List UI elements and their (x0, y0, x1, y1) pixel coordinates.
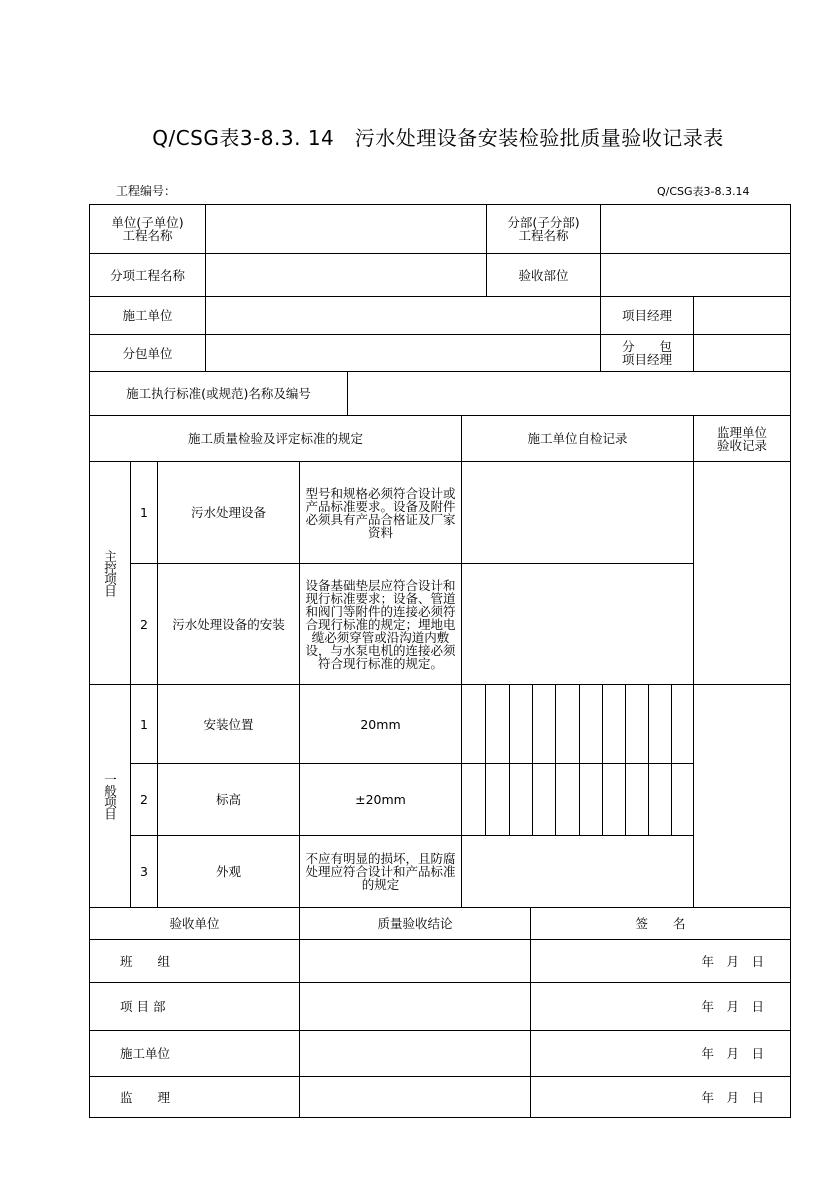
signoff-unit-text: 班 组 (120, 953, 171, 969)
signoff-unit (89, 939, 300, 983)
measurement-cell[interactable] (532, 763, 556, 836)
signoff-date[interactable] (530, 1030, 791, 1077)
item-name (157, 461, 300, 564)
item-number (130, 563, 158, 685)
measurement-cell[interactable] (625, 684, 649, 764)
item-requirement (299, 763, 462, 836)
signoff-header-unit (89, 907, 300, 940)
signoff-unit-text: 施工单位 (120, 1046, 171, 1061)
signoff-unit-text: 项 目 部 (120, 999, 166, 1014)
measurement-cell[interactable] (555, 763, 580, 836)
label-subcontract-unit (89, 334, 206, 372)
measurement-cell[interactable] (671, 763, 694, 836)
item-number (130, 835, 158, 908)
label-sub-project (486, 204, 601, 254)
project-number-label: 工程编号： (116, 184, 177, 198)
group-label-main-text: 主控项目 (102, 550, 118, 596)
column-header-spec (89, 415, 462, 462)
label-standard-text: 施工执行标准(或规范)名称及编号 (126, 386, 311, 401)
item-name (157, 563, 300, 685)
self-check-cell[interactable] (461, 563, 694, 685)
item-name (157, 835, 300, 908)
measurement-cell[interactable] (485, 684, 510, 764)
item-requirement-text: ±20mm (355, 792, 406, 807)
item-name-text: 标高 (215, 792, 241, 807)
input-standard[interactable] (347, 371, 791, 416)
measurement-cell[interactable] (648, 684, 672, 764)
signoff-conclusion-cell[interactable] (299, 939, 531, 983)
measurement-cell[interactable] (555, 684, 580, 764)
label-unit-project-text: 单位(子单位) 工程名称 (111, 215, 184, 243)
self-check-cell[interactable] (461, 461, 694, 564)
input-project-manager[interactable] (693, 296, 791, 335)
measurement-cell[interactable] (579, 763, 603, 836)
group-label-main (89, 461, 131, 685)
input-subcontract-unit[interactable] (205, 334, 601, 372)
signoff-header-signature-text: 签 名 (635, 916, 686, 931)
signoff-date[interactable] (530, 1076, 791, 1118)
item-name-text: 污水处理设备的安装 (172, 616, 285, 632)
input-subcontract-manager[interactable] (693, 334, 791, 372)
signoff-header-conclusion-text: 质量验收结论 (377, 916, 453, 931)
signoff-date-text: 年 月 日 (701, 1089, 764, 1105)
measurement-cell[interactable] (671, 684, 694, 764)
label-construction-unit (89, 296, 206, 335)
signoff-date-text: 年 月 日 (701, 999, 764, 1014)
item-name (157, 763, 300, 836)
item-name-text: 污水处理设备 (190, 505, 266, 520)
label-item-project-text: 分项工程名称 (109, 267, 185, 283)
column-header-spec-text: 施工质量检验及评定标准的规定 (187, 431, 363, 446)
supervision-cell[interactable] (693, 461, 791, 685)
item-requirement (299, 835, 462, 908)
measurement-cell[interactable] (625, 763, 649, 836)
label-subcontract-manager-text: 分 包 项目经理 (621, 339, 672, 367)
item-number (130, 684, 158, 764)
label-acceptance-part-text: 验收部位 (518, 267, 569, 283)
form-code: Q/CSG表3-8.3.14 (657, 185, 750, 198)
input-sub-project[interactable] (600, 204, 791, 254)
signoff-unit (89, 1030, 300, 1077)
input-unit-project[interactable] (205, 204, 487, 254)
signoff-conclusion-cell[interactable] (299, 1030, 531, 1077)
label-item-project (89, 253, 206, 297)
input-acceptance-part[interactable] (600, 253, 791, 297)
signoff-header-unit-text: 验收单位 (169, 916, 220, 931)
measurement-cell[interactable] (602, 684, 626, 764)
column-header-supervision-text: 监理单位 验收记录 (716, 424, 767, 453)
group-label-general-text: 一般项目 (102, 773, 118, 819)
signoff-date[interactable] (530, 939, 791, 983)
signoff-header-signature (530, 907, 791, 940)
measurement-cell[interactable] (532, 684, 556, 764)
signoff-conclusion-cell[interactable] (299, 1076, 531, 1118)
item-requirement-text: 20mm (360, 716, 401, 732)
measurement-cell[interactable] (461, 684, 486, 764)
label-unit-project (89, 204, 206, 254)
measurement-cell[interactable] (509, 763, 533, 836)
measurement-cell[interactable] (648, 763, 672, 836)
column-header-supervision (693, 415, 791, 462)
item-number-text: 2 (140, 792, 148, 807)
input-construction-unit[interactable] (205, 296, 601, 335)
signoff-date-text: 年 月 日 (701, 1046, 764, 1061)
measurement-cell[interactable] (461, 763, 486, 836)
label-project-manager (600, 296, 694, 335)
label-construction-unit-text: 施工单位 (122, 308, 173, 323)
item-number-text: 1 (140, 505, 148, 520)
item-requirement (299, 684, 462, 764)
item-number-text: 2 (140, 616, 148, 632)
measurement-cell[interactable] (602, 763, 626, 836)
measurement-cell[interactable] (509, 684, 533, 764)
item-requirement-text: 设备基础垫层应符合设计和现行标准要求；设备、管道和阀门等附件的连接必须符合现行标准的规定；埋地电缆必须穿管或沿沟道内敷设，与水泵电机的连接必须符合现行标准的规定。 (305, 577, 456, 671)
form-title: Q/CSG表3-8.3. 14 污水处理设备安装检验批质量验收记录表 (152, 126, 724, 150)
label-project-manager-text: 项目经理 (621, 308, 672, 323)
label-sub-project-text: 分部(子分部) 工程名称 (507, 215, 580, 243)
item-number (130, 461, 158, 564)
signoff-date[interactable] (530, 982, 791, 1031)
item-requirement (299, 461, 462, 564)
signoff-date-text: 年 月 日 (701, 953, 764, 969)
item-number-text: 1 (140, 716, 148, 732)
signoff-unit-text: 监 理 (120, 1089, 171, 1105)
signoff-header-conclusion (299, 907, 531, 940)
item-number-text: 3 (140, 864, 148, 879)
measurement-cell[interactable] (579, 684, 603, 764)
item-name-text: 安装位置 (203, 716, 254, 732)
item-requirement-text: 不应有明显的损坏，且防腐处理应符合设计和产品标准的规定 (305, 851, 456, 892)
item-name-text: 外观 (215, 864, 241, 879)
item-requirement (299, 563, 462, 685)
item-requirement-text: 型号和规格必须符合设计或产品标准要求。设备及附件必须具有产品合格证及厂家资料 (305, 485, 456, 540)
label-acceptance-part (486, 253, 601, 297)
input-item-project[interactable] (205, 253, 487, 297)
signoff-unit (89, 982, 300, 1031)
item-number (130, 763, 158, 836)
signoff-unit (89, 1076, 300, 1118)
self-check-cell[interactable] (461, 835, 694, 908)
measurement-cell[interactable] (485, 763, 510, 836)
label-standard (89, 371, 348, 416)
supervision-cell[interactable] (693, 684, 791, 908)
column-header-self-check-text: 施工单位自检记录 (527, 431, 628, 446)
item-name (157, 684, 300, 764)
signoff-conclusion-cell[interactable] (299, 982, 531, 1031)
group-label-general (89, 684, 131, 908)
label-subcontract-unit-text: 分包单位 (122, 345, 173, 361)
column-header-self-check (461, 415, 694, 462)
label-subcontract-manager (600, 334, 694, 372)
